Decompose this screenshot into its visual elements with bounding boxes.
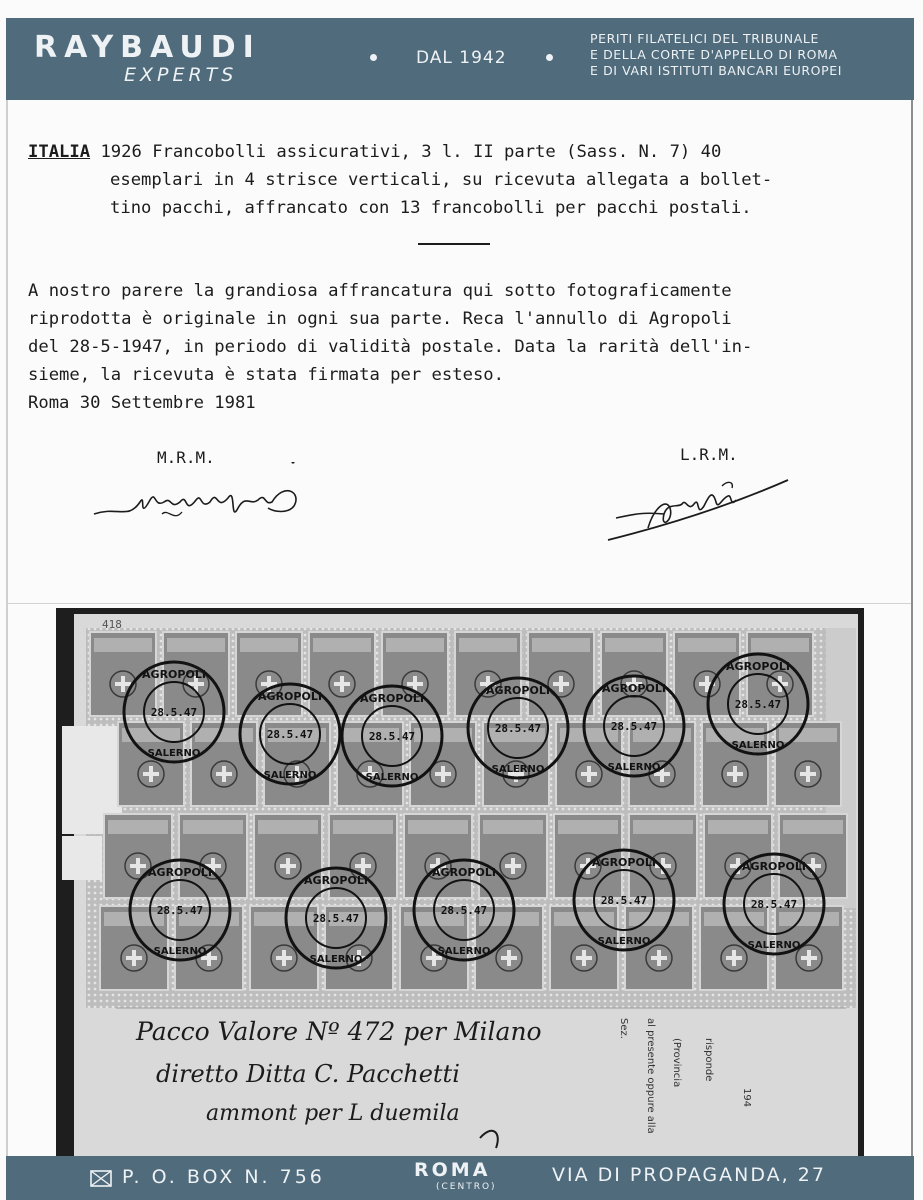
- credentials-block: [590, 31, 906, 79]
- postmark-date: 28.5.47: [610, 720, 658, 733]
- signatory-left-label: M.R.M.: [157, 448, 215, 467]
- stamp: [250, 906, 318, 990]
- postmark-date: 28.5.47: [600, 894, 648, 907]
- separator-dot: [546, 54, 553, 61]
- description-line: tino pacchi, affrancato con 13 francobolli per pacchi postali.: [110, 198, 752, 218]
- postmark-date: 28.5.47: [734, 698, 782, 711]
- corner-note: 418: [102, 618, 122, 631]
- form-label: 194: [741, 1088, 752, 1108]
- form-label: (Provincia: [671, 1038, 682, 1088]
- country-label: ITALIA: [28, 142, 91, 162]
- brand-name: RAYBAUDI: [34, 30, 261, 65]
- footer-city: ROMA: [414, 1159, 491, 1181]
- fold-line: [6, 603, 911, 604]
- credentials-line: E DELLA CORTE D'APPELLO DI ROMA: [590, 47, 838, 62]
- paper-tab-left-small: [62, 836, 102, 880]
- handwriting-line: Pacco Valore Nº 472 per Milano: [136, 1017, 542, 1046]
- postmark-town: AGROPOLI: [742, 860, 806, 873]
- street-address: VIA DI PROPAGANDA, 27: [552, 1164, 826, 1186]
- postmark-town: AGROPOLI: [726, 660, 790, 673]
- po-box: P. O. BOX N. 756: [122, 1166, 325, 1188]
- page-edge-left: [6, 18, 8, 1168]
- postmark-province: SALERNO: [597, 936, 651, 947]
- postmark-province: SALERNO: [491, 764, 545, 775]
- postmark-date: 28.5.47: [312, 912, 360, 925]
- founded-year: DAL 1942: [416, 48, 507, 68]
- place-date: Roma 30 Settembre 1981: [28, 393, 256, 413]
- expert-opinion: [28, 277, 878, 417]
- certificate-description: [28, 138, 878, 222]
- signatory-right-label: L.R.M.: [680, 445, 738, 464]
- postmark-province: SALERNO: [731, 740, 785, 751]
- postmark-date: 28.5.47: [368, 730, 416, 743]
- postmark-date: 28.5.47: [156, 904, 204, 917]
- stamp: [455, 632, 521, 716]
- handwriting-line: ammont per L duemila: [206, 1101, 460, 1126]
- description-line: esemplari in 4 strisce verticali, su ricevuta allegata a bollet-: [110, 170, 773, 190]
- stamp-description: [28, 138, 878, 222]
- postmark-town: AGROPOLI: [258, 690, 322, 703]
- postmark-town: AGROPOLI: [360, 692, 424, 705]
- brand-subtitle: EXPERTS: [124, 64, 238, 86]
- description-line: [28, 138, 878, 166]
- separator-dot: [370, 54, 377, 61]
- postmark-province: SALERNO: [437, 946, 491, 957]
- postmark-town: AGROPOLI: [304, 874, 368, 887]
- postmark-town: AGROPOLI: [432, 866, 496, 879]
- postmark-province: SALERNO: [309, 954, 363, 965]
- stamp: [601, 632, 667, 716]
- footer-centre: (CENTRO): [436, 1182, 497, 1192]
- signature-left: [88, 462, 308, 532]
- postmark-province: SALERNO: [147, 748, 201, 759]
- postmark-date: 28.5.47: [750, 898, 798, 911]
- receipt-photograph: [56, 608, 864, 1168]
- form-label: risponde: [703, 1038, 714, 1082]
- signature-right: [604, 468, 794, 548]
- postmark-town: AGROPOLI: [148, 866, 212, 879]
- postmark-town: AGROPOLI: [142, 668, 206, 681]
- stamp: [191, 722, 257, 806]
- mailbox-icon: [90, 1170, 112, 1187]
- description-text: 1926 Francobolli assicurativi, 3 l. II parte (Sass. N. 7) 40: [100, 142, 722, 162]
- opinion-line: riprodotta è originale in ogni sua parte. Reca l'annullo di Agropoli: [28, 309, 732, 329]
- credentials-line: E DI VARI ISTITUTI BANCARI EUROPEI: [590, 63, 843, 78]
- postmark-town: AGROPOLI: [592, 856, 656, 869]
- form-label: al presente oppure alla: [645, 1018, 656, 1134]
- header-band: [6, 18, 914, 100]
- postmark-date: 28.5.47: [440, 904, 488, 917]
- credentials-line: PERITI FILATELICI DEL TRIBUNALE: [590, 31, 819, 46]
- postmark-date: 28.5.47: [266, 728, 314, 741]
- postmark-province: SALERNO: [365, 772, 419, 783]
- stamp: [479, 814, 547, 898]
- postmark-date: 28.5.47: [150, 706, 198, 719]
- stamp: [775, 722, 841, 806]
- receipt-image: [56, 608, 864, 1168]
- postmark-town: AGROPOLI: [486, 684, 550, 697]
- footer-band: [6, 1156, 914, 1200]
- handwriting-line: diretto Ditta C. Pacchetti: [156, 1060, 460, 1088]
- postmark-province: SALERNO: [747, 940, 801, 951]
- postmark-date: 28.5.47: [494, 722, 542, 735]
- opinion-line: A nostro parere la grandiosa affrancatura qui sotto fotograficamente: [28, 281, 732, 301]
- postmark-town: AGROPOLI: [602, 682, 666, 695]
- postmark-province: SALERNO: [607, 762, 661, 773]
- stamp: [179, 814, 247, 898]
- postmark-province: SALERNO: [153, 946, 207, 957]
- page-edge-right: [911, 18, 913, 1168]
- opinion-line: del 28-5-1947, in periodo di validità postale. Data la rarità dell'in-: [28, 337, 753, 357]
- stamp: [404, 814, 472, 898]
- opinion-line: sieme, la ricevuta è stata firmata per esteso.: [28, 365, 504, 385]
- postmark-province: SALERNO: [263, 770, 317, 781]
- form-label: Sez.: [618, 1018, 629, 1039]
- section-divider: [418, 243, 490, 245]
